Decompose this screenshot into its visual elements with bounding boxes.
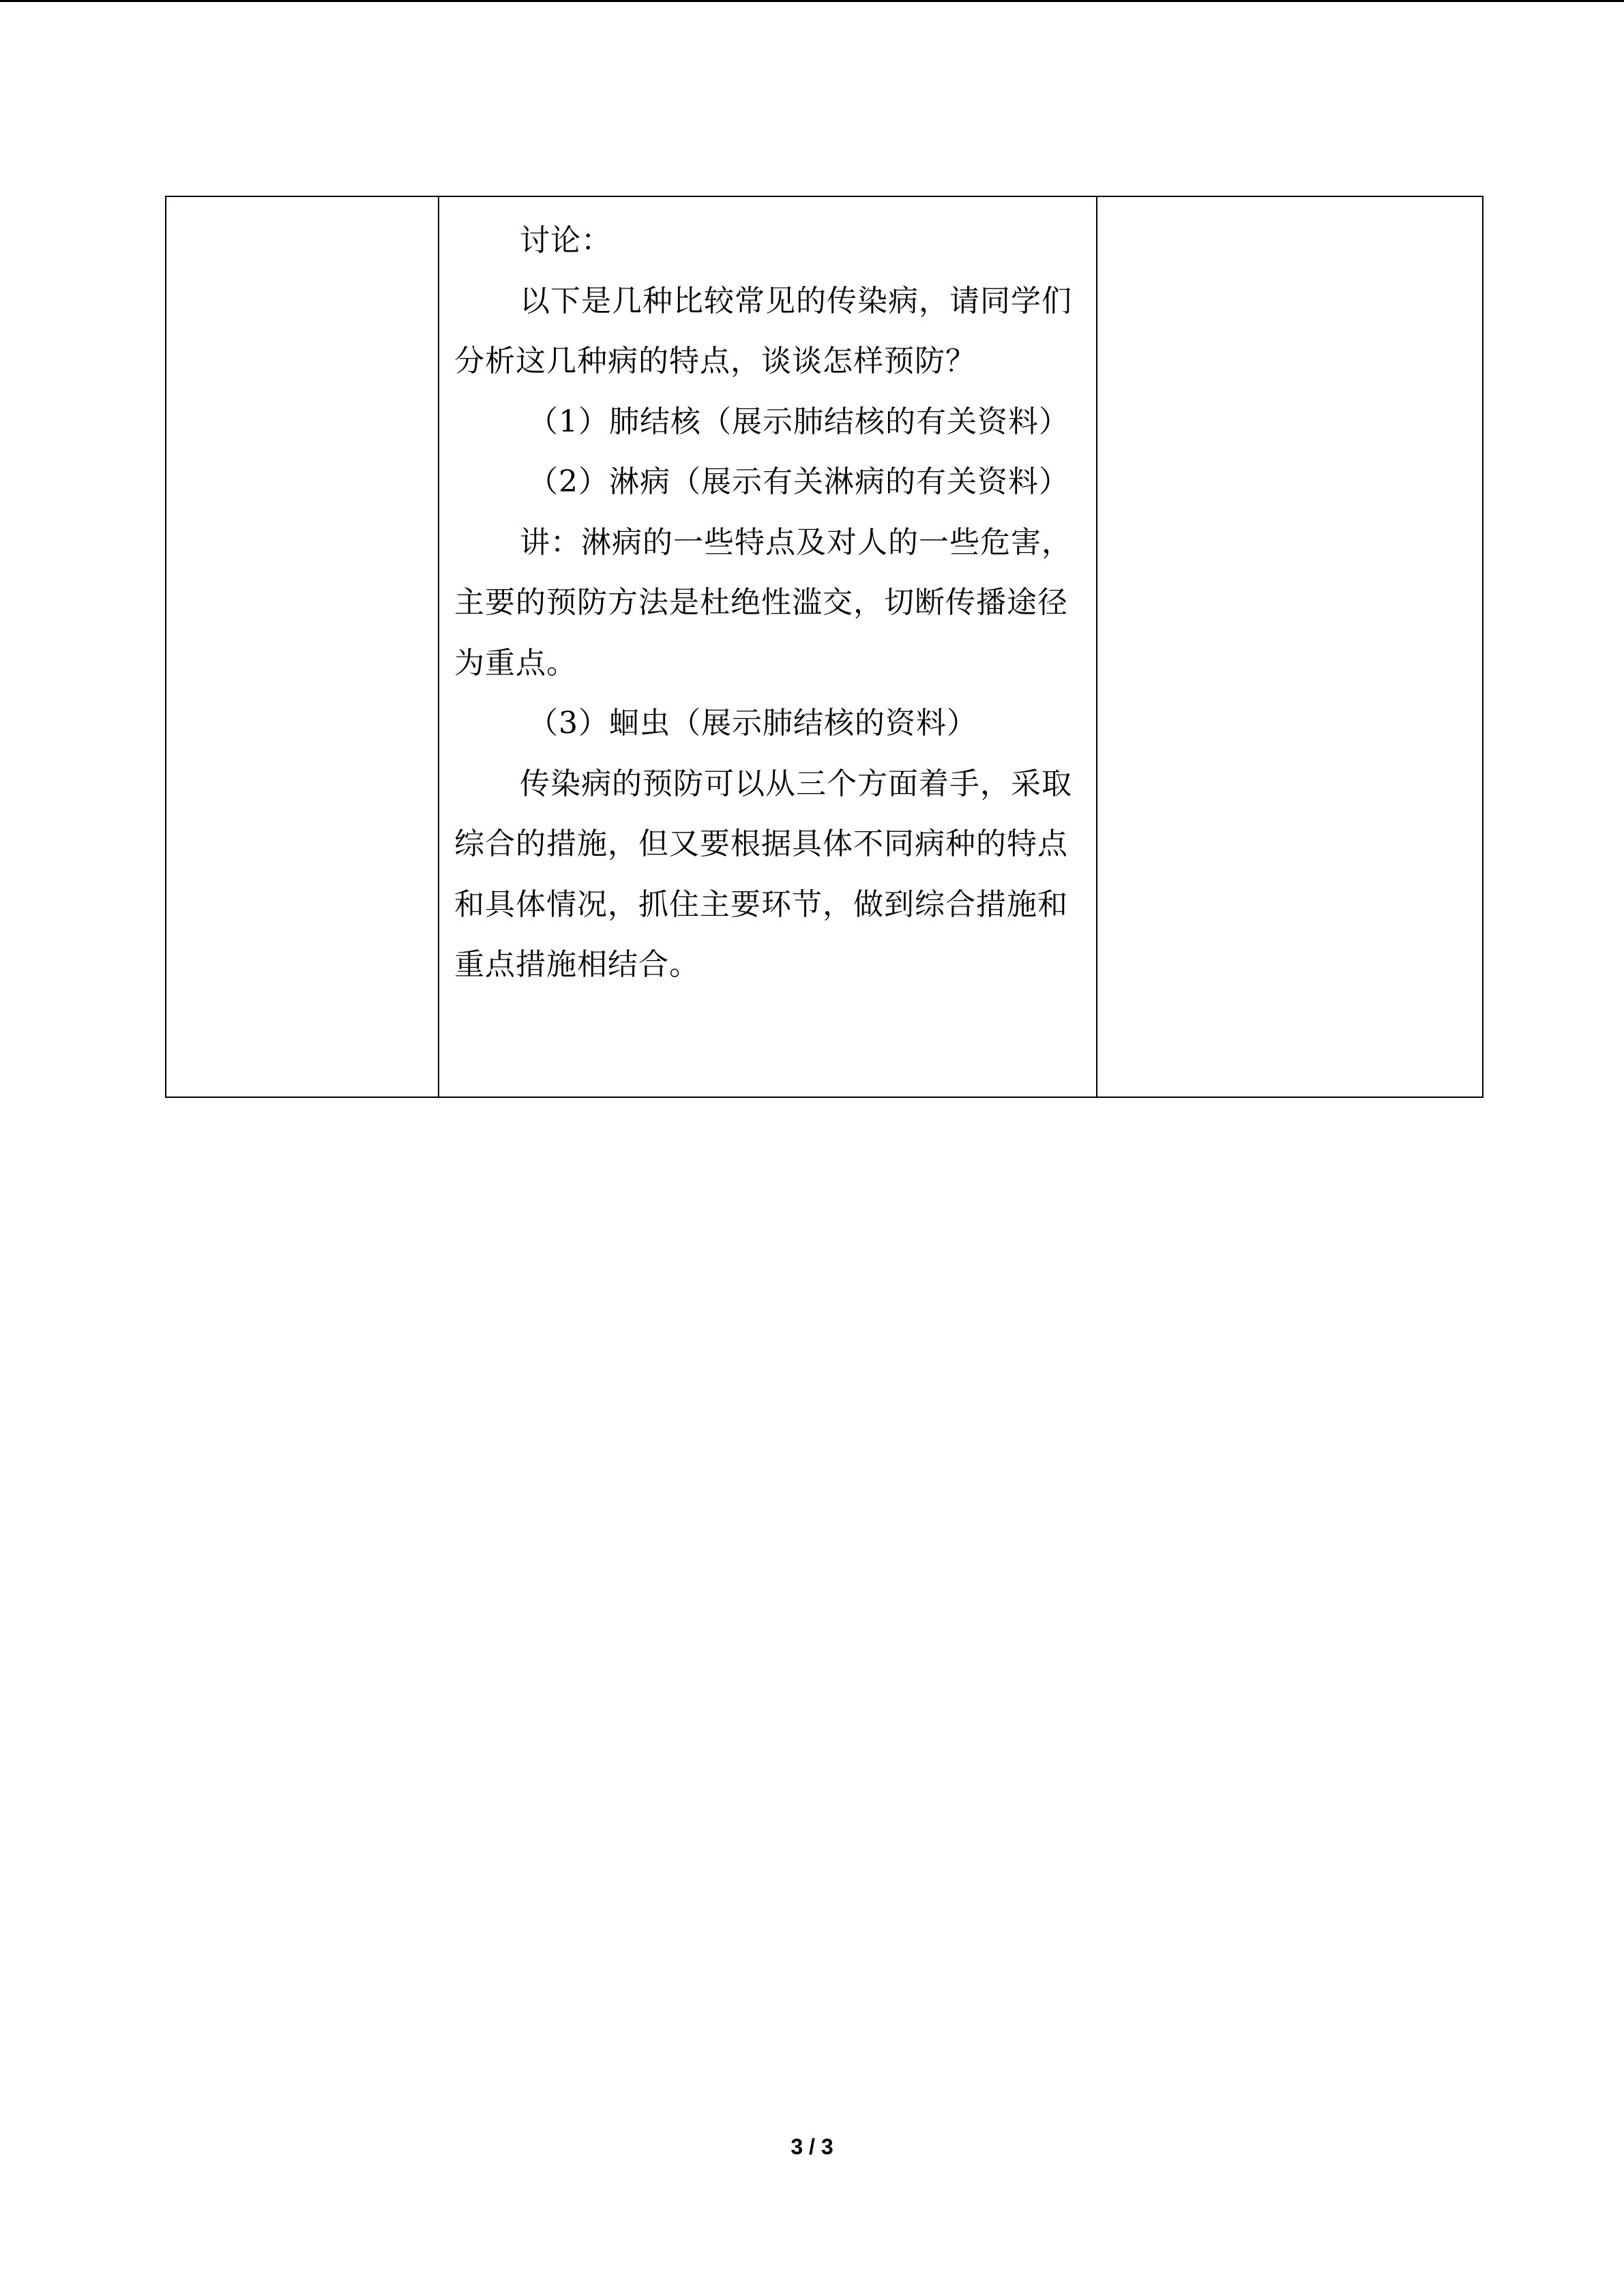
lecture-note: 讲：淋病的一些特点及对人的一些危害，主要的预防方法是杜绝性滥交，切断传播途径为重点。 xyxy=(454,524,1072,681)
lesson-table xyxy=(165,196,1483,1098)
item-gonorrhea: （2）淋病（展示有关淋病的有关资料） xyxy=(528,464,1069,499)
discussion-prompt: 以下是几种比较常见的传染病，请同学们分析这几种病的特点，谈谈怎样预防？ xyxy=(454,283,1072,378)
prevention-summary: 传染病的预防可以从三个方面着手，采取综合的措施，但又要根据具体不同病种的特点和具体情况，抓住主要环节，做到综合措施和重点措施相结合。 xyxy=(454,766,1072,982)
discussion-heading: 讨论： xyxy=(520,223,612,258)
item-roundworm: （3）蛔虫（展示肺结核的资料） xyxy=(528,706,977,741)
table-cell-left xyxy=(166,197,439,1097)
item-tuberculosis: （1）肺结核（展示肺结核的有关资料） xyxy=(528,404,1069,439)
table-cell-right xyxy=(1097,197,1482,1097)
page-number: 3 / 3 xyxy=(791,2134,833,2159)
table-cell-content xyxy=(439,197,1097,1097)
page-top-border xyxy=(0,0,1624,2)
